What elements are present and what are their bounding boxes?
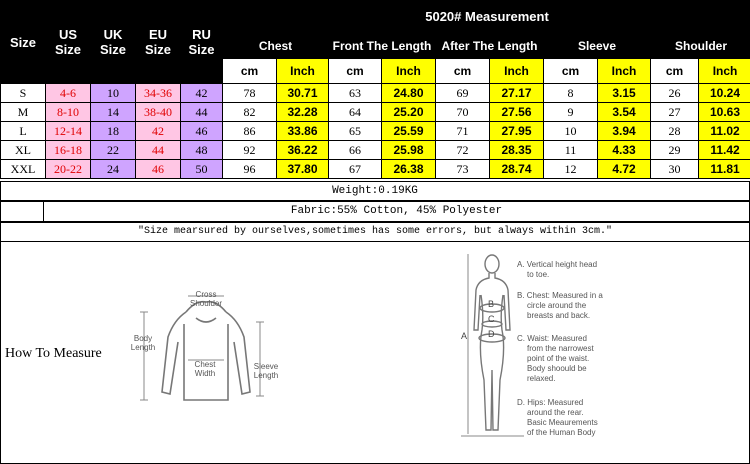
inch-value: 25.20 [382, 103, 436, 122]
unit-inch: Inch [277, 59, 329, 84]
inch-value: 4.33 [598, 141, 651, 160]
header-after-length: After The Length [436, 33, 544, 59]
size-cell: M [1, 103, 46, 122]
inch-value: 33.86 [277, 122, 329, 141]
cm-value: 27 [651, 103, 699, 122]
size-cell: XL [1, 141, 46, 160]
body-diagram [456, 250, 526, 448]
inch-value: 27.95 [490, 122, 544, 141]
legend-line: Basic Meaurements [527, 418, 598, 427]
header-front-length: Front The Length [329, 33, 436, 59]
size-note: "Size mearsured by ourselves,sometimes has some errors, but always within 3cm." [0, 222, 750, 242]
uk-size-cell: 14 [91, 103, 136, 122]
cm-value: 78 [223, 84, 277, 103]
uk-size-cell: 10 [91, 84, 136, 103]
weight-line: Weight:0.19KG [0, 181, 750, 201]
legend-line: C. Waist: Measured [517, 334, 587, 343]
cm-value: 92 [223, 141, 277, 160]
legend-line: of the Human Body [527, 428, 596, 437]
legend-line: to toe. [527, 270, 550, 279]
cm-value: 69 [436, 84, 490, 103]
inch-value: 3.15 [598, 84, 651, 103]
unit-inch: Inch [382, 59, 436, 84]
legend-item [517, 260, 627, 280]
uk-size-cell: 24 [91, 160, 136, 179]
cm-value: 10 [544, 122, 598, 141]
table-row [1, 122, 750, 141]
cm-value: 26 [651, 84, 699, 103]
header-us-size: US Size [46, 1, 91, 84]
cm-value: 63 [329, 84, 382, 103]
unit-inch: Inch [490, 59, 544, 84]
inch-value: 3.54 [598, 103, 651, 122]
uk-size-cell: 22 [91, 141, 136, 160]
table-row [1, 160, 750, 179]
inch-value: 27.17 [490, 84, 544, 103]
inch-value: 30.71 [277, 84, 329, 103]
how-to-measure-label: How To Measure [5, 346, 102, 361]
unit-cm: cm [436, 59, 490, 84]
inch-value: 37.80 [277, 160, 329, 179]
cross-shoulder-label: Cross Shoulder [189, 290, 223, 308]
eu-size-cell: 44 [136, 141, 181, 160]
eu-size-cell: 42 [136, 122, 181, 141]
inch-value: 25.98 [382, 141, 436, 160]
inch-value: 28.74 [490, 160, 544, 179]
inch-value: 11.42 [699, 141, 750, 160]
table-row [1, 103, 750, 122]
header-shoulder: Shoulder [651, 33, 750, 59]
cm-value: 72 [436, 141, 490, 160]
header-eu-size: EU Size [136, 1, 181, 84]
cm-value: 29 [651, 141, 699, 160]
inch-value: 4.72 [598, 160, 651, 179]
legend-line: point of the waist. [527, 354, 590, 363]
body-letter-c: C [488, 314, 495, 324]
us-size-cell: 8-10 [46, 103, 91, 122]
cm-value: 28 [651, 122, 699, 141]
legend-line: Body shoould be [527, 364, 587, 373]
legend-line: circle around the [527, 301, 587, 310]
cm-value: 65 [329, 122, 382, 141]
inch-value: 36.22 [277, 141, 329, 160]
cm-value: 66 [329, 141, 382, 160]
inch-value: 10.63 [699, 103, 750, 122]
inch-value: 24.80 [382, 84, 436, 103]
size-cell: S [1, 84, 46, 103]
inch-value: 11.02 [699, 122, 750, 141]
legend-line: breasts and back. [527, 311, 591, 320]
cm-value: 71 [436, 122, 490, 141]
sleeve-length-label: Sleeve Length [253, 362, 279, 380]
cm-value: 86 [223, 122, 277, 141]
legend-item [517, 398, 627, 438]
cm-value: 70 [436, 103, 490, 122]
cm-value: 30 [651, 160, 699, 179]
header-size: Size [1, 1, 46, 84]
legend-line: relaxed. [527, 374, 556, 383]
us-size-cell: 4-6 [46, 84, 91, 103]
inch-value: 27.56 [490, 103, 544, 122]
size-cell: XXL [1, 160, 46, 179]
ru-size-cell: 48 [181, 141, 223, 160]
header-ru-size: RU Size [181, 1, 223, 84]
us-size-cell: 12-14 [46, 122, 91, 141]
chest-width-label: Chest Width [194, 360, 216, 378]
cm-value: 64 [329, 103, 382, 122]
fabric-line [0, 201, 750, 222]
body-letter-b: B [488, 299, 495, 309]
how-to-measure-section [0, 242, 750, 464]
legend-line: A. Vertical height head [517, 260, 598, 269]
inch-value: 3.94 [598, 122, 651, 141]
legend-line: D. Hips: Measured [517, 398, 584, 407]
legend-line: around the rear. [527, 408, 584, 417]
ru-size-cell: 42 [181, 84, 223, 103]
size-table [0, 0, 750, 179]
header-chest: Chest [223, 33, 329, 59]
inch-value: 32.28 [277, 103, 329, 122]
unit-cm: cm [544, 59, 598, 84]
inch-value: 25.59 [382, 122, 436, 141]
ru-size-cell: 50 [181, 160, 223, 179]
us-size-cell: 20-22 [46, 160, 91, 179]
cm-value: 96 [223, 160, 277, 179]
eu-size-cell: 34-36 [136, 84, 181, 103]
cm-value: 67 [329, 160, 382, 179]
legend-item [517, 334, 627, 384]
inch-value: 10.24 [699, 84, 750, 103]
unit-inch: Inch [699, 59, 750, 84]
ru-size-cell: 46 [181, 122, 223, 141]
body-length-label: Body Length [130, 334, 156, 352]
ru-size-cell: 44 [181, 103, 223, 122]
size-cell: L [1, 122, 46, 141]
cm-value: 82 [223, 103, 277, 122]
cm-value: 73 [436, 160, 490, 179]
legend-line: B. Chest: Measured in a [517, 291, 603, 300]
unit-cm: cm [223, 59, 277, 84]
table-row [1, 84, 750, 103]
unit-cm: cm [329, 59, 382, 84]
body-letter-d: D [488, 329, 495, 339]
table-row [1, 141, 750, 160]
cm-value: 9 [544, 103, 598, 122]
inch-value: 11.81 [699, 160, 750, 179]
unit-inch: Inch [598, 59, 651, 84]
eu-size-cell: 46 [136, 160, 181, 179]
legend-item [517, 291, 627, 321]
header-sleeve: Sleeve [544, 33, 651, 59]
legend-line: from the narrowest [527, 344, 594, 353]
inch-value: 28.35 [490, 141, 544, 160]
body-letter-a: A [461, 331, 468, 341]
header-uk-size: UK Size [91, 1, 136, 84]
inch-value: 26.38 [382, 160, 436, 179]
uk-size-cell: 18 [91, 122, 136, 141]
table-title: 5020# Measurement [223, 1, 750, 33]
cm-value: 12 [544, 160, 598, 179]
cm-value: 11 [544, 141, 598, 160]
cm-value: 8 [544, 84, 598, 103]
eu-size-cell: 38-40 [136, 103, 181, 122]
fabric-text: Fabric:55% Cotton, 45% Polyester [43, 201, 750, 222]
us-size-cell: 16-18 [46, 141, 91, 160]
unit-cm: cm [651, 59, 699, 84]
